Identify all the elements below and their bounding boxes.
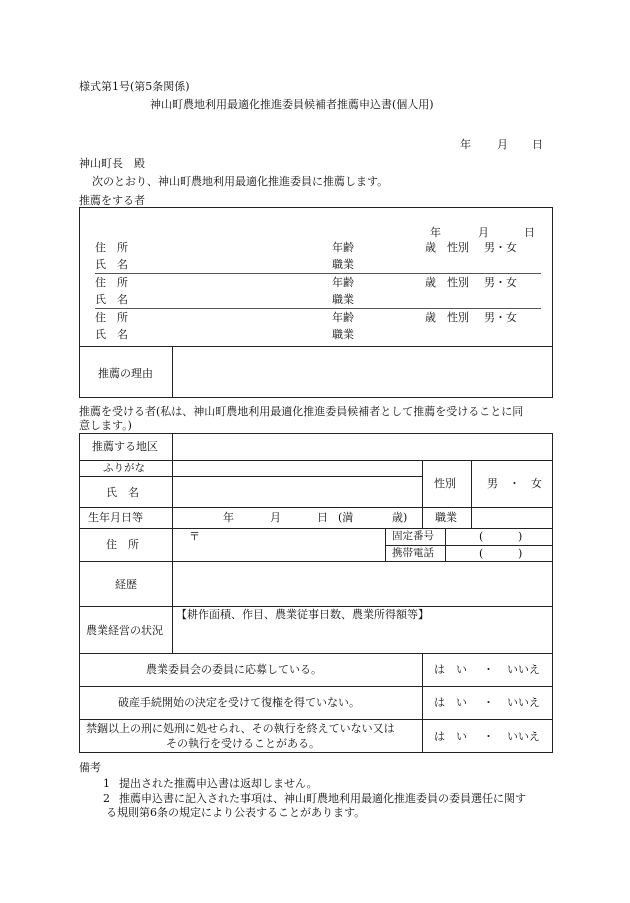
- farm-status-label: 農業経営の状況: [86, 624, 163, 637]
- mobile-phone-label: 携帯電話: [392, 547, 434, 559]
- table-line: [422, 653, 423, 753]
- age-label: 年齢: [332, 276, 354, 289]
- sex-options: 男・女: [484, 311, 517, 324]
- intro-text: 次のとおり、神山町農地利用最適化推進委員に推薦します。: [92, 175, 389, 188]
- farm-status-note: 【耕作面積、作目、農業従事日数、農業所得額等】: [176, 608, 429, 621]
- form-title: 神山町農地利用最適化推進委員候補者推薦申込書(個人用): [150, 98, 434, 111]
- reason-label: 推薦の理由: [98, 367, 153, 380]
- career-label: 経歴: [115, 578, 137, 591]
- address-label: 住 所: [95, 276, 128, 289]
- paren-close: ): [518, 530, 523, 543]
- postal-mark: 〒: [189, 530, 200, 543]
- addressee: 神山町長 殿: [79, 157, 145, 170]
- notes-heading: 備考: [79, 761, 101, 774]
- sex-options: 男・女: [484, 276, 517, 289]
- question-3-line2: その執行を受けることがある。: [166, 737, 320, 750]
- age-close: 歳): [392, 511, 408, 524]
- table-line: [172, 433, 173, 653]
- sex-label: 性別: [447, 311, 469, 324]
- table-line: [79, 507, 553, 508]
- answer-dot: ・: [483, 730, 494, 743]
- address-label: 住 所: [95, 241, 128, 254]
- table-line: [422, 460, 423, 528]
- address-label: 住 所: [95, 311, 128, 324]
- age-unit: 歳: [425, 241, 436, 254]
- answer-no[interactable]: いいえ: [507, 730, 540, 743]
- table-line: [79, 561, 553, 562]
- recommended-heading-line2: 意します。): [79, 419, 132, 432]
- name-label: 氏 名: [106, 486, 139, 499]
- note-2-line1: 推薦申込書に記入された事項は、神山町農地利用最適化推進委員の委員選任に関す: [119, 792, 526, 805]
- age-open: (満: [338, 511, 354, 524]
- address-label: 住 所: [106, 538, 139, 551]
- name-label: 氏 名: [95, 328, 128, 341]
- occupation-label: 職業: [332, 293, 354, 306]
- date-year: 年: [460, 138, 471, 151]
- question-1: 農業委員会の委員に応募している。: [146, 663, 322, 676]
- occupation-label: 職業: [332, 258, 354, 271]
- reason-col-divider: [172, 346, 173, 398]
- furigana-label: ふりがな: [103, 462, 145, 474]
- table-line: [79, 476, 422, 477]
- sex-label: 性別: [447, 241, 469, 254]
- birth-day: 日: [317, 511, 328, 524]
- reason-divider: [79, 346, 553, 347]
- answer-no[interactable]: いいえ: [507, 663, 540, 676]
- date-day: 日: [532, 138, 543, 151]
- table-line: [79, 528, 553, 529]
- answer-dot: ・: [483, 696, 494, 709]
- table-line: [79, 686, 553, 687]
- rec-date-day: 日: [524, 226, 535, 239]
- answer-no[interactable]: いいえ: [507, 696, 540, 709]
- form-number: 様式第1号(第5条関係): [79, 80, 190, 93]
- table-line: [471, 460, 472, 507]
- name-label: 氏 名: [95, 293, 128, 306]
- paren-open: (: [479, 547, 484, 560]
- note-2-line2: る規則第6条の規定により公表することがあります。: [106, 806, 366, 819]
- paren-open: (: [479, 530, 484, 543]
- rec-date-month: 月: [478, 226, 489, 239]
- date-month: 月: [497, 138, 508, 151]
- answer-yes[interactable]: は い: [434, 696, 467, 709]
- answer-yes[interactable]: は い: [434, 730, 467, 743]
- fixed-phone-label: 固定番号: [392, 530, 434, 542]
- district-label: 推薦する地区: [92, 440, 158, 453]
- note-1: 提出された推薦申込書は返却しません。: [119, 777, 318, 790]
- sex-label: 性別: [447, 276, 469, 289]
- question-3-line1: 禁錮以上の刑に処刑に処せられ、その執行を終えていない又は: [86, 722, 395, 735]
- table-line: [445, 528, 446, 561]
- table-line: [79, 606, 553, 607]
- row-divider: [95, 273, 541, 274]
- recommended-heading-line1: 推薦を受ける者(私は、神山町農地利用最適化推進委員候補者として推薦を受けることに同: [79, 405, 524, 418]
- table-line: [79, 460, 553, 461]
- table-line: [385, 528, 386, 561]
- table-line: [385, 545, 553, 546]
- rec-date-year: 年: [430, 226, 441, 239]
- row-divider: [95, 308, 541, 309]
- table-line: [79, 653, 553, 654]
- age-unit: 歳: [425, 311, 436, 324]
- age-label: 年齢: [332, 241, 354, 254]
- birth-month: 月: [270, 511, 281, 524]
- occupation-label: 職業: [332, 328, 354, 341]
- question-2: 破産手続開始の決定を受けて復権を得ていない。: [118, 696, 360, 709]
- occupation-label: 職業: [435, 511, 457, 524]
- sex-options: 男・女: [484, 241, 517, 254]
- sex-label: 性別: [434, 477, 456, 490]
- age-unit: 歳: [425, 276, 436, 289]
- name-label: 氏 名: [95, 258, 128, 271]
- sex-options: 男 ・ 女: [487, 477, 542, 490]
- age-label: 年齢: [332, 311, 354, 324]
- answer-yes[interactable]: は い: [434, 663, 467, 676]
- note-2-number: 2: [103, 792, 110, 805]
- answer-dot: ・: [483, 663, 494, 676]
- paren-close: ): [518, 547, 523, 560]
- table-line: [471, 507, 472, 528]
- recommender-heading: 推薦をする者: [79, 194, 145, 207]
- birth-label: 生年月日等: [88, 511, 143, 524]
- birth-year: 年: [223, 511, 234, 524]
- note-1-number: 1: [103, 777, 110, 790]
- table-line: [79, 719, 553, 720]
